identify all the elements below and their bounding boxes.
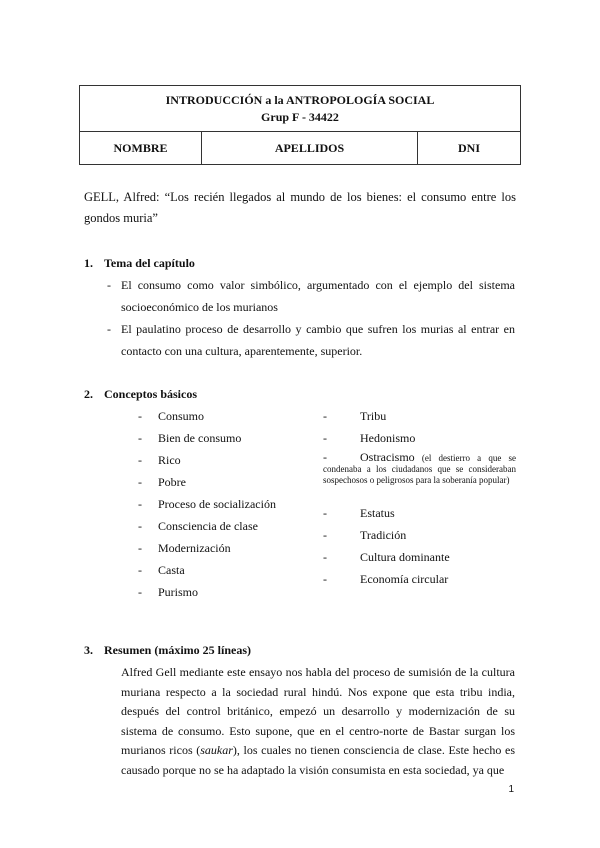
concept-item: - Consumo (138, 409, 205, 423)
concept-item-ostracismo: - Ostracismo (el destierro a que se condenaba a los ciudadanos que se consideraban sospechosos o peligrosos para la soberanía popular) (323, 450, 517, 485)
concept-item: - Economía circular (323, 572, 449, 586)
bibliographic-reference: GELL, Alfred: “Los recién llegados al mundo de los bienes: el consumo entre los gondos muria” (84, 190, 516, 225)
concept-item: - Hedonismo (323, 431, 416, 445)
concept-item: - Consciencia de clase (138, 519, 258, 533)
section-2-title: Conceptos básicos (104, 387, 198, 401)
group-code: Grup F - 34422 (261, 109, 339, 124)
section-3-title: Resumen (máximo 25 líneas) (104, 643, 251, 657)
concept-item: - Purismo (138, 585, 199, 599)
concept-item: - Rico (138, 453, 181, 467)
summary-paragraph: Alfred Gell mediante este ensayo nos habla del proceso de sumisión de la cultura muriana respecto a la sociedad rural hindú. Nos expone que esta tribu india, después del control británico, empezó un desarrollo y modernización de su sistema de consumo. Esto supone, que en el centro-norte de Bastar surgan los murianos ricos (saukar), los cuales no tienen consciencia de clase. Este hecho es causado porque no se ha adaptado la visión consumista en esta sociedad, ya que (121, 665, 516, 777)
header-table (79, 85, 521, 165)
concept-item: - Proceso de socialización (138, 497, 276, 511)
concept-item: - Casta (138, 563, 185, 577)
col-dni: DNI (418, 132, 521, 165)
concept-item: - Bien de consumo (138, 431, 242, 445)
page-number: 1 (508, 784, 514, 795)
section-1-bullet: - El paulatino proceso de desarrollo y cambio que sufren los murias al entrar en contacto con una cultura, aparentemente, superior. (107, 322, 515, 358)
section-3-heading: 3. Resumen (máximo 25 líneas) (84, 643, 251, 657)
ostracismo-note: (el destierro a que se condenaba a los ciudadanos que se consideraban sospechosos o peligrosos para la soberanía popular) (323, 453, 517, 485)
col-nombre: NOMBRE (80, 132, 202, 165)
concept-item: - Cultura dominante (323, 550, 450, 564)
section-1-title: Tema del capítulo (104, 256, 195, 270)
concept-item: - Tribu (323, 409, 387, 423)
concept-item: - Estatus (323, 506, 395, 520)
section-1-heading: 1. Tema del capítulo (84, 256, 195, 270)
saukar-term: saukar (200, 743, 233, 757)
section-2-heading: 2. Conceptos básicos (84, 387, 198, 401)
concept-item: - Tradición (323, 528, 407, 542)
col-apellidos: APELLIDOS (202, 132, 418, 165)
course-title: INTRODUCCIÓN a la ANTROPOLOGÍA SOCIAL (165, 92, 435, 107)
section-1-bullet: - El consumo como valor simbólico, argumentado con el ejemplo del sistema socioeconómico de los murianos (107, 278, 515, 314)
concept-item: - Pobre (138, 475, 186, 489)
concept-item: - Modernización (138, 541, 231, 555)
header-title-cell (80, 86, 521, 132)
